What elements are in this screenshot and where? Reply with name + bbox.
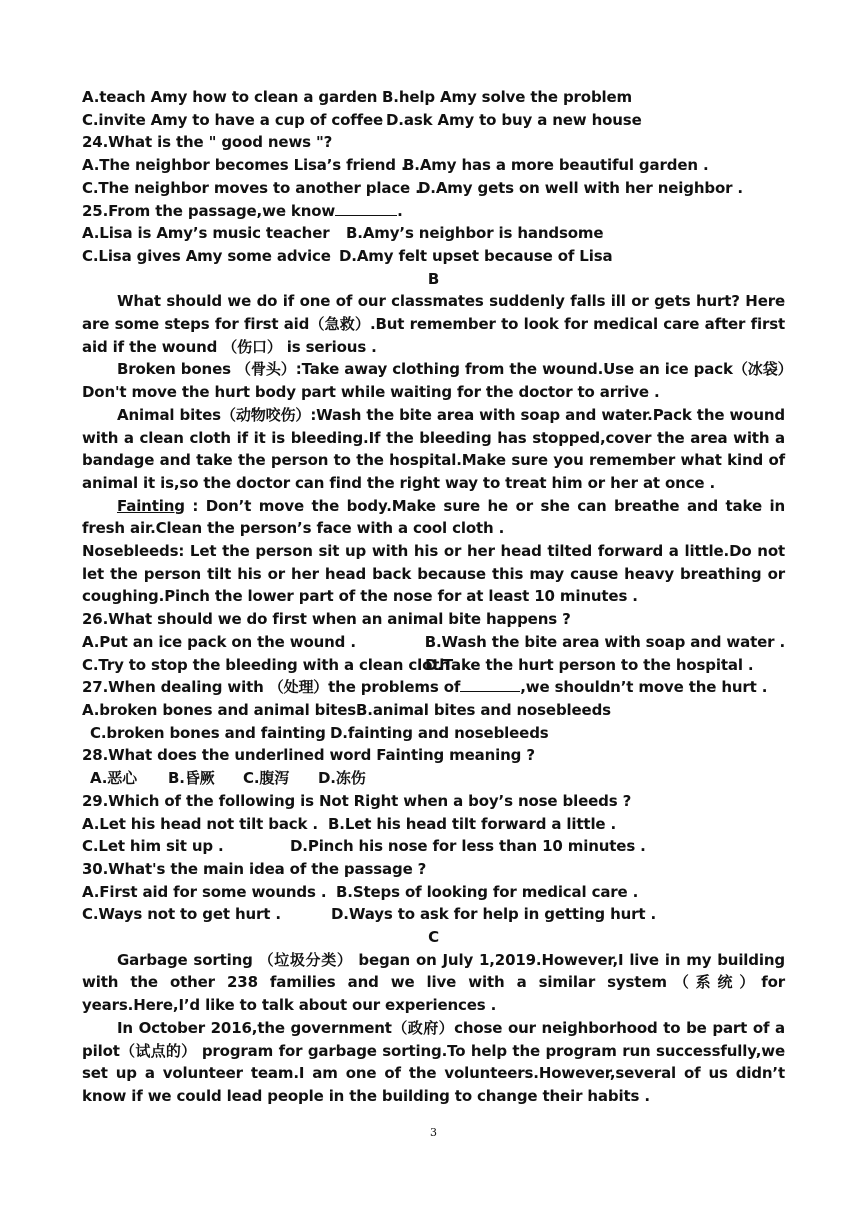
q24-options-row-1 [82,154,785,177]
q27-option-a: A.broken bones and animal bites [82,700,357,719]
q26-option-b: B.Wash the bite area with soap and water . [424,632,785,651]
q28-option-b: B.昏厥 [168,769,215,788]
q26-option-d: D.Take the hurt person to the hospital . [425,655,754,674]
passage-c-paragraph-1: Garbage sorting （垃圾分类） began on July 1,2019.However,I live in my building with the other 238 families and we live with a similar system（系统）for years.Here,I’d like to talk about our experiences . [82,950,785,1015]
q25-stem-end: . [397,201,403,220]
q24-stem: 24.What is the " good news "? [82,133,333,152]
q26-options-row-2 [82,654,785,677]
q24-option-a: A.The neighbor becomes Lisa’s friend . [82,156,407,175]
passage-c-paragraph-2: In October 2016,the government（政府）chose our neighborhood to be part of a pilot（试点的） program for garbage sorting.To help the program run successfully,we set up a volunteer team.I am one of the volunteers.However,several of us didn’t know if we could lead people in the building to change their habits . [82,1018,785,1105]
q25-option-b: B.Amy’s neighbor is handsome [346,224,604,243]
q25-option-d: D.Amy felt upset because of Lisa [339,246,613,265]
underlined-word-fainting: Fainting [117,496,185,515]
q24-option-d: D.Amy gets on well with her neighbor . [418,178,743,197]
q29-options-row-1 [82,813,785,836]
q25-stem-text: 25.From the passage,we know [82,201,336,220]
q28-option-a: A.恶心 [90,769,137,788]
passage-b-heading: B [427,269,440,288]
q29-option-a: A.Let his head not tilt back . [82,814,318,833]
q30-options-row-1 [82,881,785,904]
answer-blank [335,200,397,216]
q28-options-row [82,767,785,790]
q26-option-a: A.Put an ice pack on the wound . [82,632,356,651]
q29-option-d: D.Pinch his nose for less than 10 minutes . [290,837,646,856]
q26-option-c: C.Try to stop the bleeding with a clean cloth . [82,655,461,674]
q27-option-c: C.broken bones and fainting [90,723,326,742]
fainting-text: : Don’t move the body.Make sure he or she can breathe and take in fresh air.Clean the person’s face with a cool cloth . [82,496,785,538]
q30-stem: 30.What's the main idea of the passage ? [82,859,427,878]
q29-stem: 29.Which of the following is Not Right when a boy’s nose bleeds ? [82,791,632,810]
q26-options-row-1 [82,631,785,654]
q23-option-b: B.help Amy solve the problem [382,88,633,106]
q27-options-row-1 [82,699,785,722]
answer-blank [460,676,520,692]
q27-stem-end: ,we shouldn’t move the hurt . [520,678,768,697]
q26-stem: 26.What should we do first when an animal bite happens ? [82,610,571,629]
q23-option-d: D.ask Amy to buy a new house [386,110,642,129]
q28-option-c: C.腹泻 [243,769,290,788]
q28-option-d: D.冻伤 [318,769,366,788]
q25-options-row-1 [82,222,785,245]
q24-option-b: B.Amy has a more beautiful garden . [403,156,709,175]
q29-option-b: B.Let his head tilt forward a little . [328,814,617,833]
page-number: 3 [430,1126,437,1139]
q30-option-a: A.First aid for some wounds . [82,882,327,901]
q25-option-a: A.Lisa is Amy’s music teacher [82,224,330,243]
q30-options-row-2 [82,903,785,926]
passage-b-animal-bites: Animal bites（动物咬伤）:Wash the bite area with soap and water.Pack the wound with a clean cloth if it is bleeding.If the bleeding has stopped,cover the area with a bandage and take the person to the hospital.Make sure you remember what kind of animal it is,so the doctor can find the right way to treat him or her at once . [82,405,785,492]
q30-option-c: C.Ways not to get hurt . [82,905,281,924]
q29-option-c: C.Let him sit up . [82,837,224,856]
passage-b-fainting [82,495,785,540]
q25-option-c: C.Lisa gives Amy some advice [82,246,331,265]
q27-stem [82,676,785,699]
q25-stem [82,200,785,223]
passage-b-intro: What should we do if one of our classmates suddenly falls ill or gets hurt? Here are some steps for first aid（急救）.But remember to look for medical care after first aid if the wound （伤口） is serious . [82,292,785,356]
q23-options-row-2 [82,109,785,132]
q27-options-row-2 [82,722,785,745]
q30-option-b: B.Steps of looking for medical care . [336,882,639,901]
q23-options-row-1 [82,86,785,109]
q27-option-d: D.fainting and nosebleeds [330,723,549,742]
q28-stem: 28.What does the underlined word Fainting meaning ? [82,746,535,765]
q24-options-row-2 [82,177,785,200]
q27-option-b: B.animal bites and nosebleeds [356,700,611,719]
q25-options-row-2 [82,245,785,268]
q23-option-c: C.invite Amy to have a cup of coffee [82,110,384,129]
q30-option-d: D.Ways to ask for help in getting hurt . [331,905,657,924]
passage-b-broken-bones: Broken bones （骨头）:Take away clothing from the wound.Use an ice pack（冰袋）Don't move the hurt body part while waiting for the doctor to arrive . [82,360,785,402]
page-content [82,86,785,1108]
passage-b-nosebleeds: Nosebleeds: Let the person sit up with his or her head tilted forward a little.Do not let the person tilt his or her head back because this may cause heavy breathing or coughing.Pinch the lower part of the nose for at least 10 minutes . [82,542,785,606]
q24-option-c: C.The neighbor moves to another place . [82,178,421,197]
q29-options-row-2 [82,835,785,858]
q23-option-a: A.teach Amy how to clean a garden [82,88,378,106]
passage-c-heading: C [428,928,439,947]
q27-stem-text: 27.When dealing with （处理）the problems of [82,678,461,697]
